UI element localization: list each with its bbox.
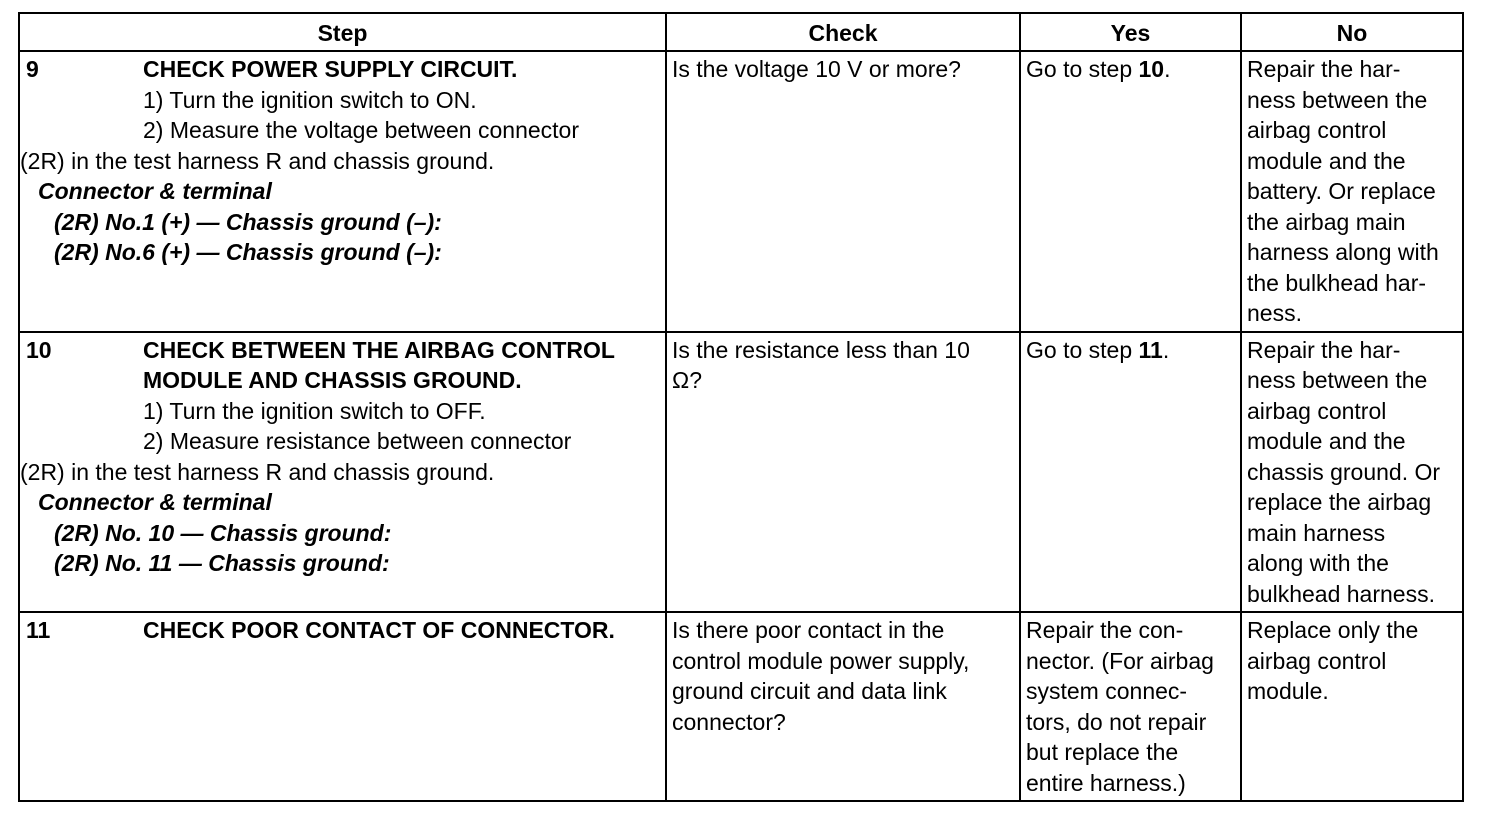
yes-cell [1020, 51, 1241, 332]
yes-text: Go to step [1026, 336, 1139, 363]
no-line: module. [1247, 678, 1329, 704]
step-title: CHECK POWER SUPPLY CIRCUIT. [143, 56, 518, 82]
table-row [19, 51, 1463, 332]
no-line: ness between the [1247, 86, 1428, 113]
connector-terminal-heading: Connector & terminal [38, 178, 272, 204]
yes-text: Go to step [1026, 56, 1139, 82]
no-line: battery. Or replace [1247, 178, 1436, 204]
no-line: airbag control [1247, 647, 1387, 674]
instruction-line: 2) Measure resistance between connector [143, 428, 572, 454]
no-line: chassis ground. Or [1247, 458, 1441, 485]
check-line: connector? [672, 708, 786, 735]
step-cell [19, 332, 666, 613]
no-cell [1241, 51, 1463, 332]
header-step: Step [19, 13, 666, 51]
connector-terminal-line: (2R) No. 10 — Chassis ground: [54, 519, 392, 546]
yes-text-suffix: . [1162, 336, 1170, 363]
step-number: 11 [26, 617, 51, 643]
connector-terminal-line: (2R) No. 11 — Chassis ground: [54, 550, 390, 576]
no-line: replace the airbag [1247, 489, 1432, 515]
no-line: harness along with [1247, 239, 1439, 265]
yes-text-suffix: . [1164, 56, 1171, 82]
connector-terminal-line: (2R) No.6 (+) — Chassis ground (–): [54, 239, 442, 265]
no-line: the airbag main [1247, 208, 1406, 235]
step-title: CHECK POOR CONTACT OF CONNECTOR. [143, 617, 615, 643]
yes-line: tors, do not repair [1026, 708, 1207, 735]
check-line: Is the voltage 10 V or more? [672, 56, 961, 82]
step-number: 10 [26, 336, 52, 363]
step-title: MODULE AND CHASSIS GROUND. [143, 367, 522, 393]
no-line: ness. [1247, 300, 1302, 326]
step-number: 9 [26, 56, 39, 82]
no-line: the bulkhead har- [1247, 269, 1427, 296]
connector-terminal-heading: Connector & terminal [38, 489, 272, 515]
instruction-line: 2) Measure the voltage between connector [143, 117, 579, 143]
table-row [19, 332, 1463, 613]
check-line: ground circuit and data link [672, 678, 947, 704]
check-cell [666, 51, 1020, 332]
yes-line: Repair the con- [1026, 617, 1184, 643]
no-line: bulkhead harness. [1247, 580, 1435, 607]
yes-line: entire harness.) [1026, 769, 1186, 796]
yes-line: nector. (For airbag [1026, 647, 1214, 674]
no-line: main harness [1247, 519, 1386, 546]
yes-cell [1020, 332, 1241, 613]
check-line: Ω? [672, 367, 702, 393]
header-check: Check [666, 13, 1020, 51]
yes-step-ref: 11 [1138, 336, 1163, 363]
connector-terminal-line: (2R) No.1 (+) — Chassis ground (–): [54, 208, 442, 235]
step-cell [19, 51, 666, 332]
no-line: module and the [1247, 428, 1406, 454]
no-line: Repair the har- [1247, 56, 1401, 82]
instruction-line: 1) Turn the ignition switch to ON. [143, 86, 477, 113]
no-line: Replace only the [1247, 617, 1419, 643]
check-line: control module power supply, [672, 647, 970, 674]
header-yes: Yes [1020, 13, 1241, 51]
no-line: Repair the har- [1247, 336, 1401, 363]
no-cell [1241, 612, 1463, 801]
no-line: along with the [1247, 550, 1389, 576]
header-row [19, 13, 1463, 51]
header-no: No [1241, 13, 1463, 51]
no-line: module and the [1247, 147, 1406, 174]
no-line: airbag control [1247, 397, 1387, 424]
diagnostic-table [18, 12, 1464, 802]
no-line: ness between the [1247, 367, 1428, 393]
instruction-line: 1) Turn the ignition switch to OFF. [143, 397, 486, 424]
no-cell [1241, 332, 1463, 613]
yes-line: but replace the [1026, 739, 1179, 765]
check-cell [666, 332, 1020, 613]
check-line: Is there poor contact in the [672, 617, 945, 643]
yes-cell [1020, 612, 1241, 801]
yes-step-ref: 10 [1138, 56, 1165, 82]
no-line: airbag control [1247, 117, 1387, 143]
instruction-line: (2R) in the test harness R and chassis ground. [20, 147, 495, 174]
instruction-line: (2R) in the test harness R and chassis ground. [20, 458, 495, 485]
table-row [19, 612, 1463, 801]
check-cell [666, 612, 1020, 801]
yes-line: system connec- [1026, 678, 1188, 704]
step-title: CHECK BETWEEN THE AIRBAG CONTROL [143, 336, 615, 363]
step-cell [19, 612, 666, 801]
check-line: Is the resistance less than 10 [672, 336, 970, 363]
